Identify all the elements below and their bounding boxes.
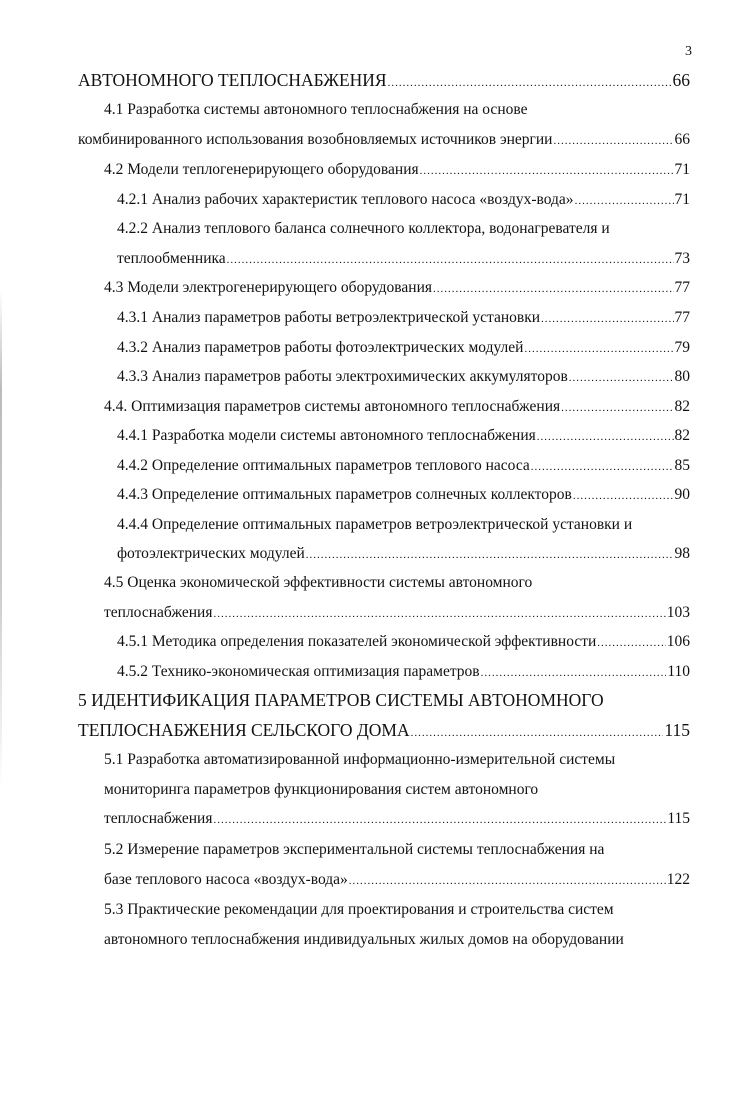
toc-leader	[388, 73, 672, 93]
toc-entry-page: 77	[674, 279, 690, 296]
toc-entry-text: 5 ИДЕНТИФИКАЦИЯ ПАРАМЕТРОВ СИСТЕМЫ АВТОНОМНОГО	[78, 690, 604, 710]
toc-entry-page: 77	[674, 309, 690, 326]
toc-entry-text: 4.3.2 Анализ параметров работы фотоэлектрических модулей	[117, 339, 524, 356]
toc-entry	[117, 456, 690, 477]
toc-entry-page: 106	[666, 633, 690, 650]
toc-leader	[531, 457, 674, 477]
toc-entry-text: 4.5 Оценка экономической эффективности системы автономного	[104, 574, 533, 591]
toc-entry	[117, 515, 632, 535]
toc-entry-page: 73	[674, 250, 690, 267]
toc-entry-text: 4.4.4 Определение оптимальных параметров ветроэлектрической установки и	[117, 516, 633, 533]
toc-leader	[420, 161, 674, 181]
toc-entry-page: 110	[667, 663, 690, 680]
toc-entry-page: 82	[674, 427, 690, 444]
toc-entry-page: 71	[674, 191, 690, 208]
toc-entry-page: 85	[674, 457, 690, 474]
toc-leader	[573, 486, 674, 506]
toc-entry-text: 4.2 Модели теплогенерирующего оборудования	[104, 161, 419, 178]
toc-leader	[537, 427, 674, 447]
toc-leader	[481, 663, 667, 683]
toc-entry-text: мониторинга параметров функционирования систем автономного	[104, 781, 539, 798]
toc-entry-page: 122	[666, 871, 690, 888]
toc-entry-page: 90	[674, 486, 690, 503]
toc-entry-text: автономного теплоснабжения индивидуальных жилых домов на оборудовании	[104, 931, 624, 948]
toc-entry-text: АВТОНОМНОГО ТЕПЛОСНАБЖЕНИЯ	[78, 70, 387, 90]
toc-entry	[104, 278, 690, 299]
toc-entry-text: теплообменника	[117, 250, 226, 267]
toc-entry-text: 4.3.3 Анализ параметров работы электрохимических аккумуляторов	[117, 368, 568, 385]
toc-leader	[433, 279, 674, 299]
toc-entry-page: 115	[664, 720, 690, 740]
toc-entry	[117, 662, 690, 683]
toc-entry-page: 80	[674, 368, 690, 385]
toc-entry-page: 82	[674, 398, 690, 415]
toc-entry	[117, 219, 610, 239]
toc-entry-text: 5.1 Разработка автоматизированной информационно-измерительной системы	[104, 751, 616, 768]
toc-entry	[117, 367, 690, 388]
toc-entry	[104, 930, 624, 950]
toc-entry	[117, 249, 690, 270]
toc-entry	[117, 544, 690, 565]
toc-entry	[78, 690, 604, 710]
toc-entry-text: базе теплового насоса «воздух-вода»	[104, 871, 348, 888]
toc-leader	[597, 633, 665, 653]
toc-entry	[117, 632, 690, 653]
toc-entry-text: 5.2 Измерение параметров экспериментальной системы теплоснабжения на	[104, 841, 605, 858]
toc-entry	[104, 397, 690, 418]
toc-entry-text: 4.3 Модели электрогенерирующего оборудования	[104, 279, 432, 296]
toc-entry	[104, 160, 690, 181]
toc-entry-text: теплоснабжения	[104, 810, 213, 827]
toc-leader	[561, 398, 673, 418]
toc-leader	[213, 604, 665, 624]
toc-leader	[349, 871, 666, 891]
toc-entry-page: 103	[666, 604, 690, 621]
toc-entry-text: 4.2.1 Анализ рабочих характеристик теплового насоса «воздух-вода»	[117, 191, 574, 208]
toc-entry	[78, 720, 690, 743]
toc-entry	[117, 426, 690, 447]
toc-entry	[78, 70, 690, 93]
toc-leader	[541, 309, 673, 329]
toc-entry-text: 4.4.3 Определение оптимальных параметров солнечных коллекторов	[117, 486, 572, 503]
toc-leader	[553, 131, 673, 151]
toc-entry	[104, 809, 690, 830]
toc-entry-text: 4.4.2 Определение оптимальных параметров теплового насоса	[117, 457, 530, 474]
toc-entry-text: 4.1 Разработка системы автономного теплоснабжения на основе	[104, 101, 528, 118]
toc-entry-text: 4.3.1 Анализ параметров работы ветроэлектрической установки	[117, 309, 541, 326]
toc-entry	[104, 900, 614, 920]
toc-entry-page: 66	[674, 131, 690, 148]
toc-leader	[306, 545, 674, 565]
toc-entry-page: 71	[674, 161, 690, 178]
toc-entry-text: фотоэлектрических модулей	[117, 545, 305, 562]
toc-entry	[104, 780, 538, 800]
page-number: 3	[685, 44, 692, 59]
toc-entry-text: 4.5.2 Технико-экономическая оптимизация параметров	[117, 663, 480, 680]
toc-entry-text: 4.4. Оптимизация параметров системы автономного теплоснабжения	[104, 398, 561, 415]
toc-entry-text: 4.4.1 Разработка модели системы автономного теплоснабжения	[117, 427, 536, 444]
toc-entry	[104, 870, 690, 891]
toc-entry	[117, 338, 690, 359]
toc-leader	[411, 723, 664, 743]
toc-entry-text: ТЕПЛОСНАБЖЕНИЯ СЕЛЬСКОГО ДОМА	[78, 720, 410, 740]
toc-entry-page: 66	[672, 70, 690, 90]
toc-entry	[78, 130, 690, 151]
toc-leader	[213, 810, 666, 830]
toc-entry	[104, 750, 615, 770]
toc-entry-page: 79	[674, 339, 690, 356]
toc-entry	[104, 573, 532, 593]
toc-entry-text: комбинированного использования возобновляемых источников энергии	[78, 131, 553, 148]
toc-leader	[227, 250, 674, 270]
toc-entry-page: 115	[667, 810, 690, 827]
toc-entry	[104, 840, 604, 860]
toc-entry	[117, 308, 690, 329]
toc-entry-page: 98	[674, 545, 690, 562]
toc-leader	[524, 339, 673, 359]
toc-entry-text: 4.5.1 Методика определения показателей экономической эффективности	[117, 633, 597, 650]
toc-entry	[117, 190, 690, 211]
toc-leader	[575, 191, 674, 211]
toc-entry-text: теплоснабжения	[104, 604, 213, 621]
toc-entry	[104, 603, 690, 624]
toc-entry	[104, 100, 527, 120]
toc-entry-text: 4.2.2 Анализ теплового баланса солнечного коллектора, водонагревателя и	[117, 220, 610, 237]
toc-leader	[569, 368, 674, 388]
toc-entry	[117, 485, 690, 506]
scan-edge-shadow	[0, 290, 2, 790]
toc-entry-text: 5.3 Практические рекомендации для проектирования и строительства систем	[104, 901, 614, 918]
